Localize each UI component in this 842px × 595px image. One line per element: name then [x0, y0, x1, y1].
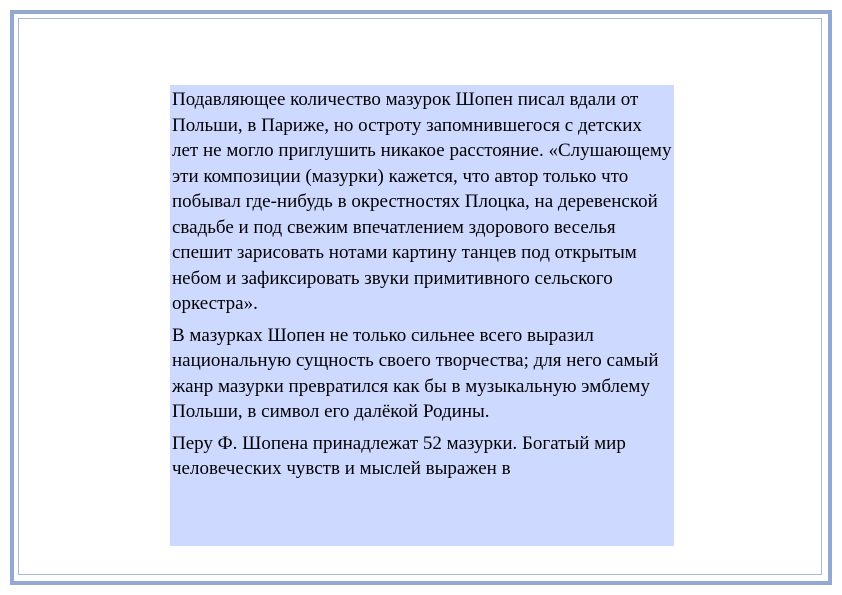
paragraph-2: В мазурках Шопен не только сильнее всего выразил национальную сущность своего творчества; для него самый жанр мазурки превратился как бы в музыкальную эмблему Польши, в символ его далёкой Родины. — [172, 324, 659, 422]
paragraph-1: Подавляющее количество мазурок Шопен писал вдали от Польши, в Париже, но остроту запомнившегося с детских лет не могло приглушить никакое расстояние. «Слушающему эти композиции (мазурки) кажется, что автор только что побывал где-нибудь в окрестностях Плоцка, на деревенской свадьбе и под свежим впечатлением здорового веселья спешит зарисовать нотами картину танцев под открытым небом и зафиксировать звуки примитивного сельского оркестра». — [172, 89, 672, 314]
paragraph-3: Перу Ф. Шопена принадлежат 52 мазурки. Богатый мир человеческих чувств и мыслей выражен в — [172, 432, 626, 479]
text-block — [170, 85, 674, 546]
